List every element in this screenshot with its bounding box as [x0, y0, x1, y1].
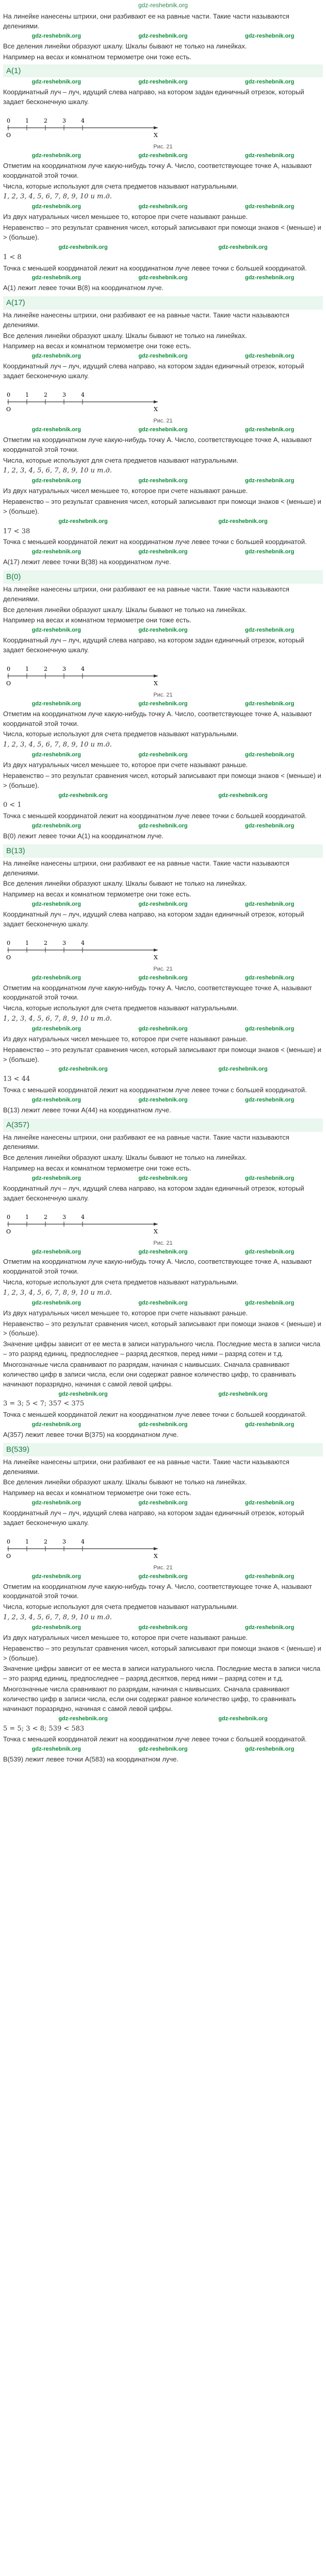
- watermark: gdz-reshebnik.org: [58, 1391, 108, 1397]
- watermark-row: [3, 1715, 323, 1723]
- watermark-row: [3, 244, 323, 252]
- watermark: gdz-reshebnik.org: [138, 1500, 188, 1506]
- ray-arrow: [154, 400, 158, 403]
- axis-tick-label: 2: [44, 665, 47, 672]
- watermark: gdz-reshebnik.org: [244, 426, 295, 433]
- text-paragraph: 1, 2, 3, 4, 5, 6, 7, 8, 9, 10 и т.д.: [3, 1614, 112, 1622]
- watermark: gdz-reshebnik.org: [138, 823, 188, 829]
- section-heading: А(17): [3, 296, 323, 310]
- watermark-row: [3, 1025, 323, 1033]
- watermark-row: [3, 352, 323, 361]
- figure-caption: Рис. 21: [153, 1240, 173, 1246]
- text-paragraph: Например на весах и комнатном термометре они тоже есть.: [3, 616, 191, 624]
- text-paragraph: Числа, которые используют для счета предметов называют натуральными.: [3, 730, 238, 738]
- text-paragraph: Отметим на координатном луче какую-нибудь точку А. Число, соответствующее точке А, называют координатой этой точки.: [3, 161, 312, 179]
- watermark: gdz-reshebnik.org: [138, 275, 188, 281]
- axis-tick-label: 0: [7, 939, 10, 946]
- text-paragraph: 1, 2, 3, 4, 5, 6, 7, 8, 9, 10 и т.д.: [3, 1015, 112, 1023]
- ray-arrow: [154, 1547, 158, 1550]
- watermark: gdz-reshebnik.org: [244, 700, 295, 707]
- text-paragraph: Значение цифры зависит от ее места в записи натурального числа. Последние места в записи числа – это разряд единиц, предпоследнее – разряд десятков, перед ними – разряд сотен и т.д.: [3, 1665, 321, 1683]
- watermark: gdz-reshebnik.org: [31, 426, 81, 433]
- text-paragraph: Значение цифры зависит от ее места в записи натурального числа. Последние места в записи числа – это разряд единиц, предпоследнее – разряд десятков, перед ними – разряд сотен и т.д.: [3, 1340, 321, 1358]
- watermark: gdz-reshebnik.org: [58, 792, 108, 799]
- axis-tick-label: 1: [25, 1538, 29, 1545]
- watermark: gdz-reshebnik.org: [138, 204, 188, 210]
- watermark: gdz-reshebnik.org: [218, 1715, 268, 1722]
- watermark: gdz-reshebnik.org: [138, 1097, 188, 1104]
- text-paragraph: 1, 2, 3, 4, 5, 6, 7, 8, 9, 10 и т.д.: [3, 193, 112, 201]
- text-paragraph: А(1) лежит левее точки В(8) на координатном луче.: [3, 284, 164, 292]
- text-paragraph: А(17) лежит левее точки В(38) на координатном луче.: [3, 558, 171, 566]
- coordinate-ray-figure: [3, 1529, 323, 1563]
- axis-tick-label: 2: [44, 939, 47, 946]
- origin-label: O: [6, 132, 11, 139]
- text-paragraph: Неравенство – это результат сравнения чисел, который записывают при помощи знаков < (меньше) и > (больше).: [3, 1319, 321, 1337]
- text-paragraph: Отметим на координатном луче какую-нибудь точку А. Число, соответствующее точке А, называют координатой этой точки.: [3, 984, 312, 1002]
- text-paragraph: На линейке нанесены штрихи, они разбивают ее на равные части. Такие части называются делениями.: [3, 585, 289, 603]
- watermark: gdz-reshebnik.org: [218, 792, 268, 799]
- watermark: gdz-reshebnik.org: [244, 823, 295, 829]
- watermark-row: [3, 1065, 323, 1074]
- figure-caption: Рис. 21: [153, 1564, 173, 1571]
- watermark-row: [3, 1248, 323, 1257]
- axis-letter: X: [154, 680, 158, 687]
- axis-tick-label: 1: [25, 391, 29, 398]
- origin-label: O: [6, 680, 11, 687]
- text-paragraph: В(539) лежит левее точки А(583) на координатном луче.: [3, 1755, 179, 1764]
- axis-tick-label: 1: [25, 1213, 29, 1221]
- watermark-row: [3, 751, 323, 759]
- text-paragraph: Координатный луч – луч, идущий слева направо, на котором задан единичный отрезок, который задает бесконечную шкалу.: [3, 88, 304, 106]
- text-paragraph: Все деления линейки образуют шкалу. Шкалы бывают не только на линейках.: [3, 1154, 247, 1162]
- origin-label: O: [6, 1552, 11, 1560]
- watermark-row: [3, 477, 323, 485]
- watermark: gdz-reshebnik.org: [138, 1573, 188, 1580]
- section-heading: В(539): [3, 1443, 323, 1456]
- text-paragraph: Точка с меньшей координатой лежит на координатном луче левее точки с большей координатой.: [3, 264, 307, 272]
- watermark: gdz-reshebnik.org: [244, 1421, 295, 1428]
- watermark: gdz-reshebnik.org: [138, 79, 188, 86]
- watermark-row: [3, 1421, 323, 1429]
- watermark: gdz-reshebnik.org: [31, 1299, 81, 1306]
- axis-tick-label: 4: [81, 665, 85, 672]
- watermark: gdz-reshebnik.org: [58, 1715, 108, 1722]
- text-paragraph: Неравенство – это результат сравнения чисел, который записывают при помощи знаков < (меньше) и > (больше).: [3, 224, 321, 241]
- axis-tick-label: 4: [81, 1213, 85, 1221]
- figure-caption: Рис. 21: [153, 144, 173, 150]
- watermark: gdz-reshebnik.org: [31, 1624, 81, 1631]
- axis-tick-label: 0: [7, 117, 10, 125]
- axis-tick-label: 4: [81, 1538, 85, 1545]
- watermark-row: [3, 901, 323, 909]
- text-paragraph: Из двух натуральных чисел меньшее то, которое при счете называют раньше.: [3, 1633, 248, 1641]
- watermark: gdz-reshebnik.org: [244, 752, 295, 758]
- text-paragraph: Все деления линейки образуют шкалу. Шкалы бывают не только на линейках.: [3, 605, 247, 614]
- text-paragraph: Точка с меньшей координатой лежит на координатном луче левее точки с большей координатой.: [3, 538, 307, 546]
- text-paragraph: 0 < 1: [3, 801, 22, 809]
- axis-tick-label: 1: [25, 117, 29, 125]
- answer-section: [3, 1118, 323, 1440]
- text-paragraph: Многозначные числа сравнивают по разрядам, начиная с наивысших. Сначала сравнивают количество цифр в записи числа, если они содержат равное количество цифр, то сравнивать начинают поразрядно, начиная с самой левой цифры.: [3, 1685, 296, 1713]
- coordinate-ray: [3, 656, 323, 690]
- section-heading: А(1): [3, 64, 323, 78]
- watermark: gdz-reshebnik.org: [138, 1421, 188, 1428]
- text-paragraph: На линейке нанесены штрихи, они разбивают ее на равные части. Такие части называются делениями.: [3, 1133, 289, 1151]
- watermark-row: [3, 78, 323, 87]
- text-paragraph: Неравенство – это результат сравнения чисел, который записывают при помощи знаков < (меньше) и > (больше).: [3, 771, 321, 789]
- ray-arrow: [154, 1223, 158, 1226]
- text-paragraph: 17 < 38: [3, 527, 30, 535]
- text-paragraph: На линейке нанесены штрихи, они разбивают ее на равные части. Такие части называются делениями.: [3, 1458, 289, 1476]
- axis-letter: X: [154, 405, 158, 413]
- watermark: gdz-reshebnik.org: [244, 204, 295, 210]
- text-paragraph: Из двух натуральных чисел меньшее то, которое при счете называют раньше.: [3, 761, 248, 769]
- axis-tick-label: 2: [44, 1213, 47, 1221]
- watermark: gdz-reshebnik.org: [138, 1175, 188, 1181]
- watermark-row: [3, 792, 323, 800]
- text-paragraph: Числа, которые используют для счета предметов называют натуральными.: [3, 1603, 238, 1611]
- text-paragraph: 1, 2, 3, 4, 5, 6, 7, 8, 9, 10 и т.д.: [3, 741, 112, 749]
- watermark: gdz-reshebnik.org: [138, 353, 188, 360]
- text-paragraph: Из двух натуральных чисел меньшее то, которое при счете называют раньше.: [3, 487, 248, 495]
- watermark: gdz-reshebnik.org: [31, 1025, 81, 1032]
- text-paragraph: Числа, которые используют для счета предметов называют натуральными.: [3, 182, 238, 190]
- text-paragraph: Отметим на координатном луче какую-нибудь точку А. Число, соответствующее точке А, называют координатой этой точки.: [3, 1258, 312, 1276]
- answer-section: [3, 1443, 323, 1765]
- watermark: gdz-reshebnik.org: [31, 823, 81, 829]
- axis-tick-label: 2: [44, 1538, 47, 1545]
- text-paragraph: Отметим на координатном луче какую-нибудь точку А. Число, соответствующее точке А, называют координатой этой точки.: [3, 1582, 312, 1600]
- watermark: gdz-reshebnik.org: [244, 1097, 295, 1104]
- site-header[interactable]: gdz-reshebnik.org: [138, 2, 188, 9]
- axis-letter: X: [154, 954, 158, 961]
- section-heading: В(0): [3, 570, 323, 584]
- text-paragraph: 3 = 3; 5 < 7; 357 < 375: [3, 1400, 85, 1408]
- watermark-row: [3, 1391, 323, 1399]
- text-paragraph: Из двух натуральных чисел меньшее то, которое при счете называют раньше.: [3, 1035, 248, 1043]
- watermark: gdz-reshebnik.org: [244, 1299, 295, 1306]
- watermark: gdz-reshebnik.org: [138, 33, 188, 40]
- coordinate-ray: [3, 108, 323, 142]
- watermark-row: [3, 1499, 323, 1507]
- coordinate-ray: [3, 1529, 323, 1563]
- watermark: gdz-reshebnik.org: [218, 244, 268, 250]
- text-paragraph: Координатный луч – луч, идущий слева направо, на котором задан единичный отрезок, который задает бесконечную шкалу.: [3, 1509, 304, 1527]
- text-paragraph: А(357) лежит левее точки В(375) на координатном луче.: [3, 1431, 179, 1439]
- axis-tick-label: 2: [44, 117, 47, 125]
- watermark: gdz-reshebnik.org: [31, 1421, 81, 1428]
- text-paragraph: Отметим на координатном луче какую-нибудь точку А. Число, соответствующее точке А, называют координатой этой точки.: [3, 435, 312, 453]
- watermark: gdz-reshebnik.org: [31, 1573, 81, 1580]
- text-paragraph: Многозначные числа сравнивают по разрядам, начиная с наивысших. Сначала сравнивают количество цифр в записи числа, если они содержат равное количество цифр, то сравнивать начинают поразрядно, начиная с самой левой цифры.: [3, 1360, 296, 1388]
- text-paragraph: На линейке нанесены штрихи, они разбивают ее на равные части. Такие части называются делениями.: [3, 311, 289, 329]
- watermark: gdz-reshebnik.org: [31, 1500, 81, 1506]
- text-paragraph: 5 = 5; 3 < 8; 539 < 583: [3, 1724, 85, 1733]
- watermark: gdz-reshebnik.org: [31, 152, 81, 159]
- watermark-row: [3, 274, 323, 282]
- watermark: gdz-reshebnik.org: [138, 700, 188, 707]
- coordinate-ray: [3, 1205, 323, 1239]
- watermark: gdz-reshebnik.org: [31, 1097, 81, 1104]
- text-paragraph: На линейке нанесены штрихи, они разбивают ее на равные части. Такие части называются делениями.: [3, 859, 289, 877]
- answer-section: [3, 570, 323, 841]
- coordinate-ray-figure: [3, 930, 323, 964]
- axis-tick-label: 3: [62, 665, 66, 672]
- axis-letter: X: [154, 1552, 158, 1560]
- watermark: gdz-reshebnik.org: [244, 1746, 295, 1753]
- watermark-row: [3, 1175, 323, 1183]
- text-paragraph: Например на весах и комнатном термометре они тоже есть.: [3, 1489, 191, 1497]
- watermark: gdz-reshebnik.org: [31, 700, 81, 707]
- watermark: gdz-reshebnik.org: [138, 1746, 188, 1753]
- watermark: gdz-reshebnik.org: [218, 1391, 268, 1397]
- text-paragraph: Координатный луч – луч, идущий слева направо, на котором задан единичный отрезок, который задает бесконечную шкалу.: [3, 636, 304, 654]
- watermark: gdz-reshebnik.org: [31, 549, 81, 555]
- text-paragraph: Точка с меньшей координатой лежит на координатном луче левее точки с большей координатой.: [3, 812, 307, 820]
- watermark: gdz-reshebnik.org: [218, 518, 268, 524]
- watermark-row: [3, 426, 323, 434]
- watermark: gdz-reshebnik.org: [244, 79, 295, 86]
- watermark: gdz-reshebnik.org: [58, 518, 108, 524]
- watermark: gdz-reshebnik.org: [31, 33, 81, 40]
- text-paragraph: Например на весах и комнатном термометре они тоже есть.: [3, 890, 191, 899]
- text-paragraph: Числа, которые используют для счета предметов называют натуральными.: [3, 456, 238, 464]
- ray-arrow: [154, 948, 158, 952]
- watermark: gdz-reshebnik.org: [244, 549, 295, 555]
- watermark: gdz-reshebnik.org: [31, 275, 81, 281]
- text-paragraph: Числа, которые используют для счета предметов называют натуральными.: [3, 1004, 238, 1012]
- text-paragraph: Например на весах и комнатном термометре они тоже есть.: [3, 53, 191, 61]
- watermark: gdz-reshebnik.org: [31, 478, 81, 484]
- watermark: gdz-reshebnik.org: [31, 1248, 81, 1255]
- watermark: gdz-reshebnik.org: [244, 1500, 295, 1506]
- text-paragraph: Из двух натуральных чисел меньшее то, которое при счете называют раньше.: [3, 1309, 248, 1317]
- axis-tick-label: 0: [7, 665, 10, 672]
- watermark-row: [3, 700, 323, 708]
- watermark: gdz-reshebnik.org: [31, 204, 81, 210]
- watermark-row: [3, 1624, 323, 1632]
- watermark: gdz-reshebnik.org: [244, 1248, 295, 1255]
- answer-section: [3, 844, 323, 1115]
- text-paragraph: Из двух натуральных чисел меньшее то, которое при счете называют раньше.: [3, 213, 248, 221]
- figure-caption: Рис. 21: [153, 965, 173, 972]
- axis-tick-label: 4: [81, 939, 85, 946]
- axis-tick-label: 0: [7, 1538, 10, 1545]
- watermark: gdz-reshebnik.org: [244, 353, 295, 360]
- watermark: gdz-reshebnik.org: [244, 1025, 295, 1032]
- text-paragraph: Все деления линейки образуют шкалу. Шкалы бывают не только на линейках.: [3, 331, 247, 340]
- watermark: gdz-reshebnik.org: [138, 1624, 188, 1631]
- text-paragraph: Координатный луч – луч, идущий слева направо, на котором задан единичный отрезок, который задает бесконечную шкалу.: [3, 362, 304, 380]
- watermark-row: [3, 1573, 323, 1581]
- axis-tick-label: 3: [62, 1538, 66, 1545]
- watermark: gdz-reshebnik.org: [138, 426, 188, 433]
- text-paragraph: В(0) лежит левее точки А(1) на координатном луче.: [3, 832, 164, 840]
- watermark-row: [3, 1745, 323, 1754]
- axis-letter: X: [154, 132, 158, 139]
- axis-tick-label: 1: [25, 665, 29, 672]
- text-paragraph: 13 < 44: [3, 1075, 30, 1083]
- watermark: gdz-reshebnik.org: [244, 1573, 295, 1580]
- axis-tick-label: 2: [44, 391, 47, 398]
- axis-tick-label: 3: [62, 939, 66, 946]
- text-paragraph: Все деления линейки образуют шкалу. Шкалы бывают не только на линейках.: [3, 42, 247, 50]
- coordinate-ray: [3, 930, 323, 964]
- text-paragraph: 1 < 8: [3, 253, 22, 261]
- coordinate-ray-figure: [3, 1205, 323, 1239]
- watermark: gdz-reshebnik.org: [31, 79, 81, 86]
- watermark-row: [3, 32, 323, 41]
- watermark: gdz-reshebnik.org: [244, 33, 295, 40]
- section-heading: А(357): [3, 1118, 323, 1132]
- axis-tick-label: 3: [62, 117, 66, 125]
- watermark-row: [3, 518, 323, 526]
- watermark: gdz-reshebnik.org: [138, 974, 188, 981]
- text-paragraph: Числа, которые используют для счета предметов называют натуральными.: [3, 1278, 238, 1286]
- watermark: gdz-reshebnik.org: [138, 1025, 188, 1032]
- watermark: gdz-reshebnik.org: [244, 1624, 295, 1631]
- watermark-row: [3, 548, 323, 556]
- text-paragraph: 1, 2, 3, 4, 5, 6, 7, 8, 9, 10 и т.д.: [3, 467, 112, 475]
- coordinate-ray-figure: [3, 382, 323, 416]
- watermark: gdz-reshebnik.org: [138, 627, 188, 634]
- watermark: gdz-reshebnik.org: [31, 627, 81, 634]
- text-paragraph: Отметим на координатном луче какую-нибудь точку А. Число, соответствующее точке А, называют координатой этой точки.: [3, 709, 312, 727]
- text-paragraph: Точка с меньшей координатой лежит на координатном луче левее точки с большей координатой.: [3, 1735, 307, 1743]
- watermark: gdz-reshebnik.org: [244, 152, 295, 159]
- text-paragraph: Координатный луч – луч, идущий слева направо, на котором задан единичный отрезок, который задает бесконечную шкалу.: [3, 910, 304, 928]
- watermark: gdz-reshebnik.org: [138, 901, 188, 908]
- watermark: gdz-reshebnik.org: [138, 1248, 188, 1255]
- watermark: gdz-reshebnik.org: [31, 1175, 81, 1181]
- origin-label: O: [6, 954, 11, 961]
- ray-arrow: [154, 126, 158, 129]
- axis-tick-label: 3: [62, 1213, 66, 1221]
- watermark: gdz-reshebnik.org: [244, 1175, 295, 1181]
- watermark: gdz-reshebnik.org: [138, 152, 188, 159]
- answer-section: [3, 12, 323, 293]
- watermark: gdz-reshebnik.org: [58, 1066, 108, 1073]
- watermark: gdz-reshebnik.org: [31, 901, 81, 908]
- figure-caption: Рис. 21: [153, 417, 173, 424]
- axis-tick-label: 0: [7, 391, 10, 398]
- watermark: gdz-reshebnik.org: [31, 353, 81, 360]
- watermark: gdz-reshebnik.org: [138, 1299, 188, 1306]
- text-paragraph: Например на весах и комнатном термометре они тоже есть.: [3, 1164, 191, 1173]
- coordinate-ray: [3, 382, 323, 416]
- figure-caption: Рис. 21: [153, 691, 173, 698]
- axis-tick-label: 4: [81, 391, 85, 398]
- origin-label: O: [6, 1228, 11, 1235]
- text-paragraph: Например на весах и комнатном термометре они тоже есть.: [3, 342, 191, 350]
- watermark: gdz-reshebnik.org: [138, 752, 188, 758]
- text-paragraph: Неравенство – это результат сравнения чисел, который записывают при помощи знаков < (меньше) и > (больше).: [3, 1045, 321, 1063]
- text-paragraph: 1, 2, 3, 4, 5, 6, 7, 8, 9, 10 и т.д.: [3, 1289, 112, 1297]
- watermark: gdz-reshebnik.org: [138, 478, 188, 484]
- watermark-row: [3, 152, 323, 160]
- text-paragraph: Точка с меньшей координатой лежит на координатном луче левее точки с большей координатой.: [3, 1086, 307, 1094]
- watermark: gdz-reshebnik.org: [31, 1746, 81, 1753]
- text-paragraph: Все деления линейки образуют шкалу. Шкалы бывают не только на линейках.: [3, 1478, 247, 1486]
- axis-tick-label: 0: [7, 1213, 10, 1221]
- text-paragraph: Все деления линейки образуют шкалу. Шкалы бывают не только на линейках.: [3, 879, 247, 888]
- watermark-row: [3, 974, 323, 982]
- watermark: gdz-reshebnik.org: [31, 752, 81, 758]
- text-paragraph: Координатный луч – луч, идущий слева направо, на котором задан единичный отрезок, который задает бесконечную шкалу.: [3, 1184, 304, 1202]
- axis-tick-label: 4: [81, 117, 85, 125]
- watermark: gdz-reshebnik.org: [244, 627, 295, 634]
- coordinate-ray-figure: [3, 656, 323, 690]
- watermark-row: [3, 626, 323, 635]
- ray-arrow: [154, 674, 158, 677]
- watermark-row: [3, 1299, 323, 1308]
- watermark: gdz-reshebnik.org: [138, 549, 188, 555]
- text-paragraph: Неравенство – это результат сравнения чисел, который записывают при помощи знаков < (меньше) и > (больше).: [3, 497, 321, 515]
- coordinate-ray-figure: [3, 108, 323, 142]
- watermark-row: [3, 203, 323, 211]
- watermark: gdz-reshebnik.org: [244, 974, 295, 981]
- watermark: gdz-reshebnik.org: [244, 478, 295, 484]
- text-paragraph: Неравенство – это результат сравнения чисел, который записывают при помощи знаков < (меньше) и > (больше).: [3, 1644, 321, 1662]
- text-paragraph: В(13) лежит левее точки А(44) на координатном луче.: [3, 1106, 171, 1114]
- text-paragraph: На линейке нанесены штрихи, они разбивают ее на равные части. Такие части называются делениями.: [3, 12, 289, 30]
- axis-tick-label: 3: [62, 391, 66, 398]
- content: [0, 10, 326, 1765]
- watermark: gdz-reshebnik.org: [58, 244, 108, 250]
- text-paragraph: Точка с меньшей координатой лежит на координатном луче левее точки с большей координатой.: [3, 1411, 307, 1419]
- watermark: gdz-reshebnik.org: [218, 1066, 268, 1073]
- origin-label: O: [6, 405, 11, 413]
- axis-tick-label: 1: [25, 939, 29, 946]
- answer-section: [3, 296, 323, 567]
- axis-letter: X: [154, 1228, 158, 1235]
- watermark-row: [3, 1096, 323, 1105]
- watermark: gdz-reshebnik.org: [31, 974, 81, 981]
- watermark: gdz-reshebnik.org: [244, 901, 295, 908]
- watermark: gdz-reshebnik.org: [244, 275, 295, 281]
- watermark-row: [3, 822, 323, 831]
- section-heading: В(13): [3, 844, 323, 858]
